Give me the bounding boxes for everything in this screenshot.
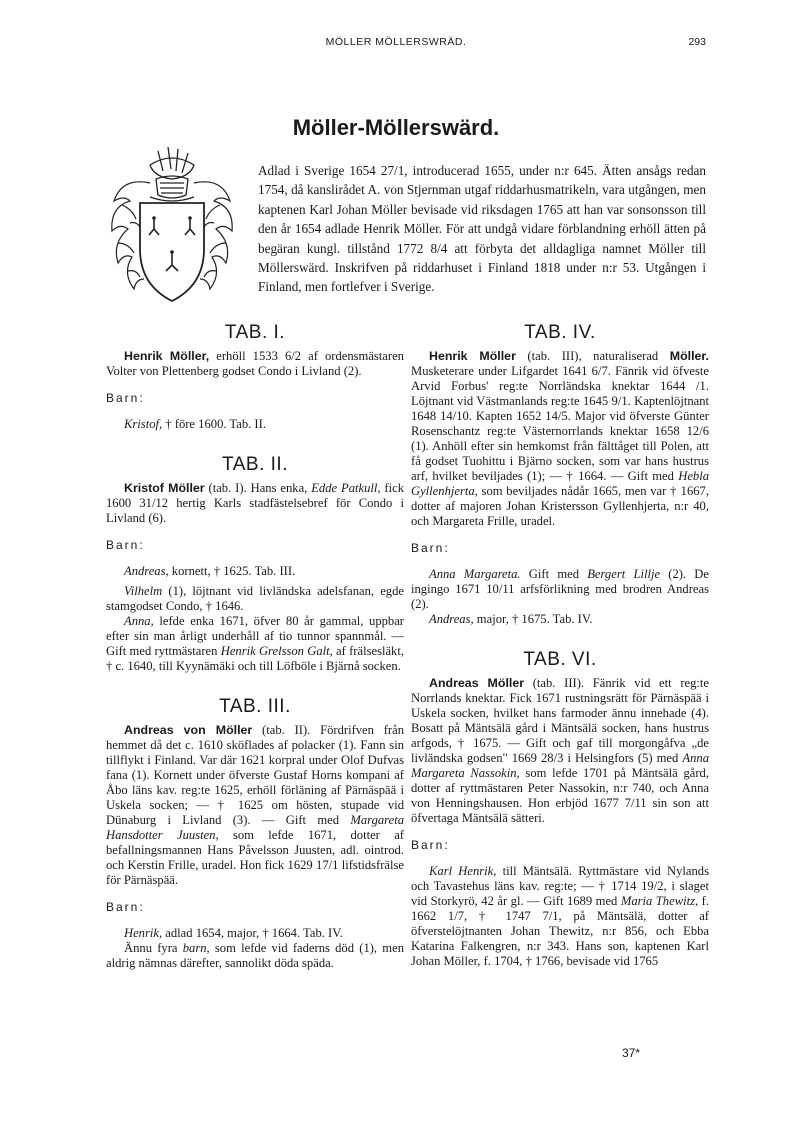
running-header (0, 36, 792, 52)
entry-paragraph (411, 676, 709, 826)
helmet-crest-icon (150, 147, 194, 201)
left-column (106, 322, 404, 971)
spouse-name: Hebla Gyllenhjerta, (411, 469, 709, 498)
spouse-name: Edde Patkull, (311, 481, 381, 495)
entry-text: (tab. III), naturaliserad (515, 349, 670, 363)
spouse-name: Anna Margareta Nassokin, (411, 751, 709, 780)
note-text: som lefde vid faderns död (1), men aldrig nämnas därefter, sannolikt döda späda. (106, 941, 404, 970)
entry-paragraph (411, 349, 709, 529)
tab-section (106, 696, 404, 971)
tab-section (106, 454, 404, 674)
child-text: † före 1600. Tab. II. (162, 417, 266, 431)
child-entry (106, 584, 404, 614)
child-text: adlad 1654, major, † 1664. Tab. IV. (162, 926, 343, 940)
person-name: Kristof Möller (124, 481, 205, 495)
entry-text: (tab. II). Fördrifven från hemmet då det c. 1610 sköflades af polacker (1). Fann sin tillflykt i Finland. Var där 1621 korpral under Olof Dufvas fana (1). Kornett under öfverste Gustaf Horns kompani af Åbo läns kav. reg:te 1625, erhöll förläning af Pärnäspää i Uskela socken; — † 1625 om hösten, stupade vid Dünaburg i Livland (3). — Gift med (106, 723, 405, 827)
children-label: Barn: (106, 900, 145, 914)
person-name: Andreas Möller (429, 676, 525, 690)
child-name: Kristof, (124, 417, 163, 431)
tab-section (411, 322, 709, 627)
child-note (106, 941, 404, 971)
family-introduction: Adlad i Sverige 1654 27/1, introducerad 1655, under n:r 645. Ätten ansågs redan 1754, då kanslirådet A. von Stjernman utgaf riddarhusmatrikeln, vara utgången, men kaptenen Karl Johan Möller bevisade vid riksdagen 1765 att han var sonsonsson till den år 1654 adlade Henrik Möller. För att undgå vidare förblandning erhöll ätten på begäran kungl. tillstånd 1772 8/4 att förbyta det alldagliga namnet Möller till Möllerswärd. Inskrifven på riddarhuset i Finland 1818 under n:r 53. Utgången i Finland, men fortlefver i Sverige. (258, 163, 706, 295)
tab-heading: TAB. II. (222, 454, 288, 475)
person-name: Henrik Möller, (124, 349, 210, 363)
child-entry (106, 417, 404, 432)
person-name: Andreas von Möller (124, 723, 253, 737)
entry-paragraph (106, 723, 404, 888)
tab-heading: TAB. IV. (524, 322, 596, 343)
children-label: Barn: (411, 838, 450, 852)
entry-text: (tab. III). Fänrik vid ett reg:te Norrlands knektar. Fick 1671 rustningsrätt för Pärnäspää i Uskela socken, hvilket hans farmoder ännu innehade (4). Bosatt på Mäntsälä gård i Mäntsälä socken, hans hustrus arfgods, † 1675. — Gift och gaf till morgongåfva „de livländska godsen" 1669 28/3 i Helsingfors (5) med (411, 676, 709, 765)
entry-paragraph (106, 349, 404, 379)
spouse-name: Maria Thewitz, (620, 894, 699, 908)
family-title: Möller-Möllerswärd. (292, 115, 500, 140)
child-entry (106, 564, 404, 579)
child-entry (411, 567, 709, 612)
entry-text: som beviljades nådår 1665, men var † 1667, dotter af majoren Johan Kristersson Gyllenhjerta, n:r 40, och Margareta Frille, uradel. (411, 484, 709, 528)
children-label: Barn: (411, 541, 450, 555)
entry-text: fick 1600 31/12 hertig Karls stadfästelsebref för Condo i Livland (6). (106, 481, 405, 525)
person-name: Henrik Möller (429, 349, 516, 363)
child-name: Anna Margareta. (429, 567, 521, 581)
entry-text: som lefde 1671, dotter af befallningsmannen Hans Påvelsson Juusten, adl. ointrod. och Kerstin Frille, uradel. Hon fick 1629 17/1 lifstidsfrälse för Pärnäspää. (106, 828, 404, 887)
child-text: Gift med (520, 567, 588, 581)
tab-section (106, 322, 404, 432)
coat-of-arms-image (100, 143, 245, 318)
tab-heading: TAB. I. (224, 322, 286, 343)
child-entry (106, 926, 404, 941)
child-name: Henrik, (124, 926, 163, 940)
child-name: Karl Henrik, (429, 864, 497, 878)
page-number: 293 (688, 36, 706, 48)
child-name: Vilhelm (124, 584, 163, 598)
child-entry (411, 612, 709, 627)
entry-text: Musketerare under Lifgardet 1641 6/7. Fänrik vid öfveste Arvid Forbus' reg:te Norrländska knektar 1644 /1. Löjtnant vid Västmanlands reg:te 1645 9/1. Kaptenlöjtnant 1648 14/10. Kapten 1652 14/5. Major vid öfverste Günter Rosenschantz reg:te Västernorrlands knektar 1658 12/6 (1). Anhöll efter sin hemkomst från fälttåget till Polen, att få godset Tuohittu i Bjärno socken, som var hans hustrus arf, hvilket beviljades (1); — † 1664. — Gift med (411, 364, 709, 483)
children-label: Barn: (106, 538, 145, 552)
spouse-name: Henrik Grelsson Galt, (220, 644, 333, 658)
note-emphasis: barn, (182, 941, 210, 955)
entry-paragraph (106, 481, 404, 526)
entry-text: erhöll 1533 6/2 af ordensmästaren Volter von Plettenberg godset Condo i Livland (2). (106, 349, 404, 378)
note-text: Ännu fyra (124, 941, 183, 955)
child-text: till Mäntsälä. Ryttmästare vid Nylands och Tavastehus läns kav. reg:te; — † 1714 19/2, i slaget vid Storkyrö, 42 år gl. — Gift 1689 med (411, 864, 710, 908)
child-text: f. 1662 1/7, † 1747 7/1, på Mäntsälä, dotter af öfverstelöjtnanten Johan Thewitz, n:r 856, och Ebba Katarina Falkengren, n:r 343. Hans son, kaptenen Karl Johan Möller, f. 1704, † 1766, bevisade vid 1765 (411, 894, 709, 968)
spouse-name: Bergert Lillje (587, 567, 661, 581)
child-name: Andreas, (429, 612, 474, 626)
tab-heading: TAB. III. (219, 696, 291, 717)
entry-text: som lefde 1701 på Mäntsälä gård, dotter af ryttmästaren Peter Nassokin, n:r 740, och Anna von Henningshausen. Hon erbjöd 1677 7/11 sin son att öfvertaga Mäntsälä sätteri. (411, 766, 709, 825)
entry-text: (tab. I). Hans enka, (204, 481, 312, 495)
person-name: Möller. (669, 349, 709, 363)
running-title: MÖLLER MÖLLERSWRÄD. (325, 36, 467, 48)
child-entry (411, 864, 709, 969)
tab-section (411, 649, 709, 969)
children-label: Barn: (106, 391, 145, 405)
child-name: Andreas, (124, 564, 169, 578)
child-text: af frälsesläkt, † c. 1640, till Kyynämäki och till Löfböle i Bjärnå socken. (106, 644, 404, 673)
right-column (411, 322, 709, 969)
spouse-name: Margareta Hansdotter Juusten, (106, 813, 404, 842)
signature-mark: 37* (622, 1046, 641, 1060)
child-text: kornett, † 1625. Tab. III. (168, 564, 296, 578)
tab-heading: TAB. VI. (523, 649, 597, 670)
child-name: Anna, (124, 614, 154, 628)
child-text: (2). De ingingo 1671 10/11 arfsförlikning med brodren Andreas (2). (411, 567, 709, 611)
child-text: (1), löjtnant vid livländska adelsfanan, egde stamgodset Condo, † 1646. (106, 584, 404, 613)
child-text: lefde enka 1671, öfver 80 år gammal, uppbar efter sin man årligt underhåll af tio tunnor spannmål. — Gift med ryttmästaren (106, 614, 404, 658)
shield-icon (140, 203, 204, 301)
child-entry (106, 614, 404, 674)
child-text: major, † 1675. Tab. IV. (473, 612, 593, 626)
